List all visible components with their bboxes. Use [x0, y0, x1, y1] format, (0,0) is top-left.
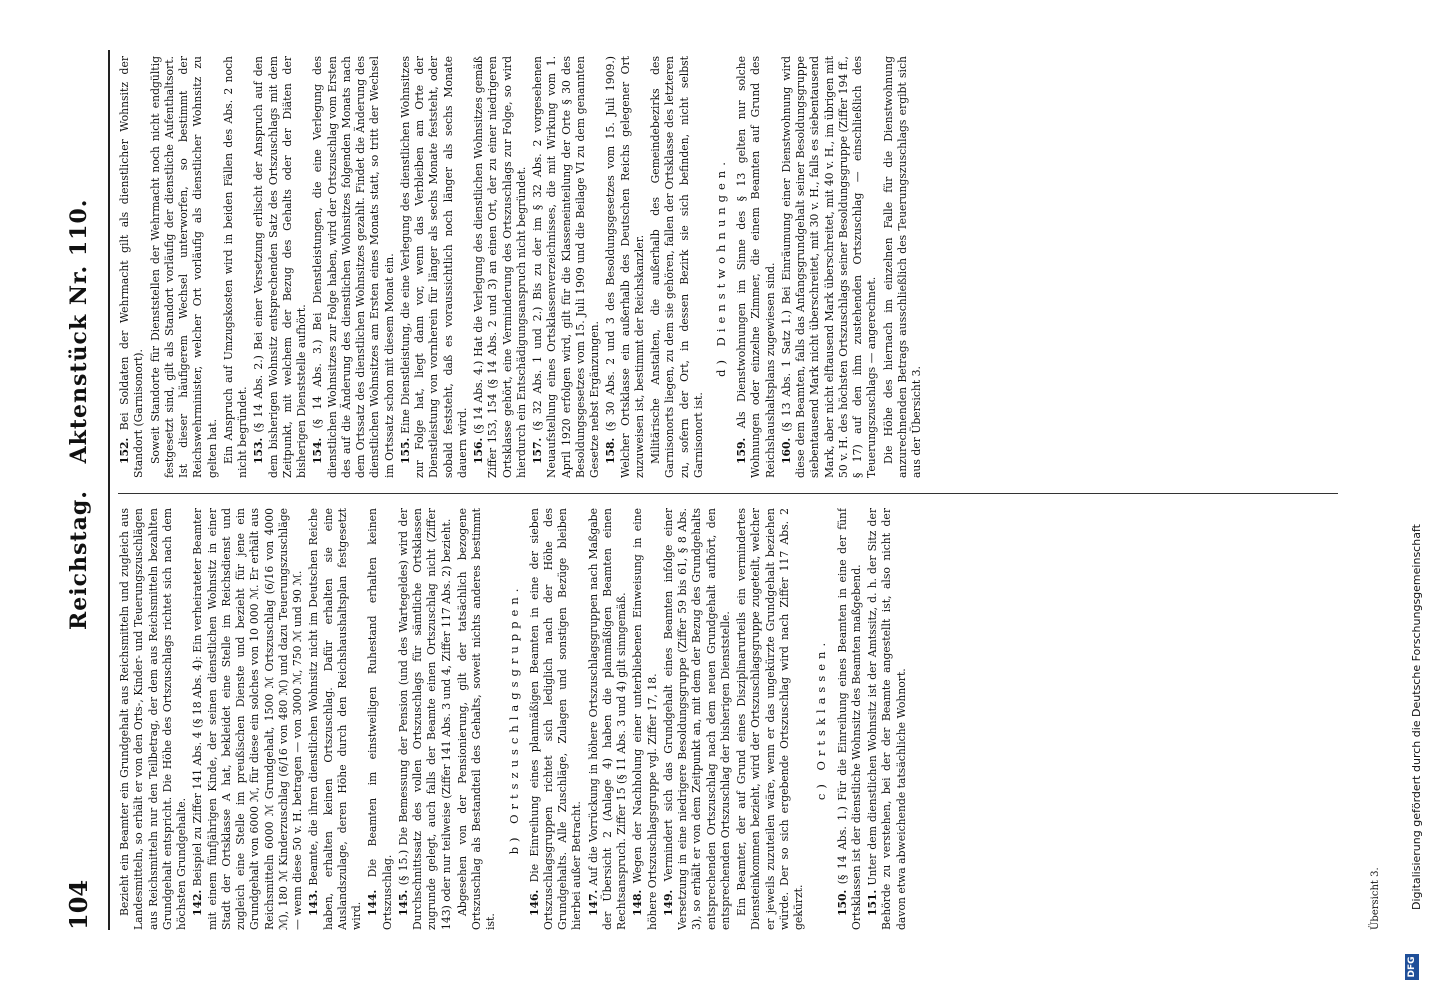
- paragraph-text: Auf die Vorrückung in höhere Ortszuschlagsgruppen nach Maßgabe der Übersicht 2 (Anlage 4) haben die planmäßigen Beamten einen Rechtsanspruch. Ziffer 15 (§ 11 Abs. 3 und 4) gilt sinngemäß.: [586, 508, 629, 930]
- paragraph-number: 142.: [191, 889, 205, 916]
- paragraph: [311, 56, 397, 478]
- paragraph-text: Beamte, die ihren dienstlichen Wohnsitz nicht im Deutschen Reiche haben, erhalten keinen Ortszuschlag. Dafür erhalten sie eine Auslandszulage, deren Höhe durch den Reichshaushaltsplan festgesetzt wird.: [307, 508, 363, 930]
- paragraph: [252, 56, 309, 478]
- paragraph-number: 154.: [311, 437, 325, 464]
- paragraph-text: Abgesehen von der Pensionierung, gilt der tatsächlich bezogene Ortszuschlag als Bestandteil des Gehalts, soweit nichts anderes bestimmt ist.: [455, 508, 498, 930]
- paragraph-text: (§ 32 Abs. 1 und 2.) Bis zu der im § 32 Abs. 2 vorgesehenen Neuaufstellung eines Ortsklassenverzeichnisses, die mit Wirkung vom 1. April 1920 erfolgen wird, gilt für die Klasseneinteilung der Orte § 30 des Besoldungsgesetzes vom 15. Juli 1909 und die Beilage VI zu dem genannten Gesetze nebst Ergänzungen.: [531, 56, 601, 478]
- paragraph: [649, 56, 706, 478]
- paragraph-number: 149.: [661, 889, 675, 916]
- paragraph-text: Die Höhe des hiernach im einzelnen Falle für die Dienstwohnung anzurechnenden Betrags ausschließlich des Teuerungszuschlags ergibt sich aus der Übersicht 3.: [881, 56, 924, 478]
- paragraph: [191, 508, 305, 930]
- paragraph: [399, 56, 470, 478]
- paragraph-text: Ein Beamter, der auf Grund eines Disziplinarurteils ein vermindertes Diensteinkommen bezieht, wird der Ortszuschlagsgruppe zugeteilt, welcher er jeweils zuzuteilen wäre, wenn er das ungekürzte Grundgehalt beziehen würde. Der so sich ergebende Ortszuschlag wird nach Ziffer 117 Abs. 2 gekürzt.: [735, 508, 806, 930]
- paragraph-number: 150.: [835, 889, 849, 916]
- paragraph: [118, 508, 189, 930]
- header-title: [66, 199, 92, 630]
- paragraph-text: Als Dienstwohnungen im Sinne des § 13 gelten nur solche Wohnungen oder einzelne Zimmer, die einem Beamten auf Grund des Reichshaushaltsplans zugewiesen sind.: [735, 56, 777, 478]
- page-number: 104: [64, 879, 93, 930]
- paragraph-number: 151.: [866, 889, 880, 916]
- paragraph-number: 156.: [472, 437, 485, 464]
- paragraph-number: 160.: [779, 437, 793, 464]
- paragraph: [528, 508, 585, 930]
- paragraph-number: 146.: [527, 889, 541, 916]
- paragraph-text: (§ 13 Abs. 1 Satz 1.) Bei Einräumung einer Dienstwohnung wird diese dem Beamten, falls das Anfangsgrundgehalt seiner Besoldungsgruppe siebentausend Mark nicht überschreitet, mit 30 v. H., falls es siebentausend Mark, aber nicht elftausend Mark überschreitet, mit 40 v. H., im übrigen mit 50 v. H. des höchsten Ortszuschlags seiner Besoldungsgruppe (Ziffer 194 ff., § 17) auf den ihm zustehenden Ortszuschlag — einschließlich des Teuerungszuschlags — angerechnet.: [779, 56, 879, 478]
- page-header: [60, 50, 110, 930]
- paragraph-number: 145.: [396, 889, 410, 916]
- header-reichstag: Reichstag.: [66, 490, 92, 630]
- paragraph: [735, 508, 806, 930]
- paragraph-number: 159.: [735, 437, 749, 464]
- paragraph: [866, 508, 909, 930]
- paragraph: [780, 56, 880, 478]
- paragraph-number: 152.: [118, 437, 131, 464]
- paragraph-text: (§ 30 Abs. 2 und 3 des Besoldungsgesetzes vom 15. Juli 1909.) Welcher Ortsklasse ein außerhalb des Deutschen Reichs gelegener Ort zuzuweisen ist, bestimmt der Reichskanzler.: [604, 56, 646, 478]
- paragraph-text: Beispiel zu Ziffer 141 Abs. 4 (§ 18 Abs. 4): Ein verheirateter Beamter mit einem fünfjährigen Kinde, der seinen dienstlichen Wohnsitz in einer Stadt der Ortsklasse A hat, bekleidet eine Stelle im Reichsdienst und zugleich eine Stelle im preußischen Dienste und bezieht für jene ein Grundgehalt von 6000 ℳ, für diese ein solches von 10 000 ℳ. Er erhält aus Reichsmitteln 6000 ℳ Grundgehalt, 1500 ℳ Ortszuschlag (6/16 von 4000 ℳ), 180 ℳ Kinderzuschlag (6/16 von 480 ℳ) und dazu Teuerungszuschläge — wenn diese 50 v. H. betragen — von 3000 ℳ, 750 ℳ und 90 ℳ.: [191, 508, 304, 930]
- paragraph-text: (§ 14 Abs. 4.) Hat die Verlegung des dienstlichen Wohnsitzes gemäß Ziffer 153, 154 (§ 14 Abs. 2 und 3) an einen Ort, der zu einer niedrigeren Ortsklasse gehört, eine Verminderung des Ortszuschlags zur Folge, so wird hierdurch ein Entschädigungsanspruch nicht begründet.: [472, 56, 528, 478]
- paragraph-number: 147.: [586, 889, 600, 916]
- paragraph-text: Ein Anspruch auf Umzugskosten wird in beiden Fällen des Abs. 2 noch nicht begründet.: [221, 56, 249, 478]
- paragraph-text: (§ 14 Abs. 3.) Bei Dienstleistungen, die eine Verlegung des dienstlichen Wohnsitzes zur Folge haben, wird der Ortszuschlag vom Ersten des auf die Änderung des dienstlichen Wohnsitzes folgenden Monats nach dem Ortssatz des dienstlichen Wohnsitzes gezahlt. Findet die Änderung des dienstlichen Wohnsitzes am Ersten eines Monats statt, so tritt der Wechsel im Ortssatz schon mit diesem Monat ein.: [311, 56, 396, 478]
- paragraph: [307, 508, 364, 930]
- paragraph-text: Wegen der Nachholung einer unterbliebenen Einweisung in eine höhere Ortszuschlagsgruppe vgl. Ziffer 17, 18.: [631, 508, 659, 930]
- paragraph: [882, 56, 925, 478]
- left-text-column: [118, 508, 1338, 930]
- paragraph: [397, 508, 454, 930]
- paragraph-text: Bei Soldaten der Wehrmacht gilt als dienstlicher Wohnsitz der Standort (Garnisonort).: [118, 56, 146, 478]
- paragraph-text: Bezieht ein Beamter ein Grundgehalt aus Reichsmitteln und zugleich aus Landesmitteln, so erhält er von den Orts-, Kinder- und Teuerungszuschlägen aus Reichsmitteln nur den Teilbetrag, der dem aus Reichsmitteln bezahlten Grundgehalt entspricht. Die Höhe des Ortszuschlags richtet sich nach dem höchsten Grundgehalte.: [118, 508, 188, 930]
- digitization-credit: Digitalisierung gefördert durch die Deutsche Forschungsgemeinschaft: [1410, 524, 1423, 910]
- paragraph-text: Vermindert sich das Grundgehalt eines Beamten infolge einer Versetzung in eine niedrigere Besoldungsgruppe (Ziffer 59 bis 61, § 8 Abs. 3), so erhält er von dem Zeitpunkt an, mit dem der Bezug des Grundgehalts entsprechenden Ortszuschlag nach dem neuen Grundgehalt aufhört, den entsprechenden Ortszuschlag der bisherigen Dienststelle.: [661, 508, 732, 930]
- paragraph: [472, 56, 529, 478]
- right-text-column: [118, 56, 1338, 478]
- paragraph: [366, 508, 395, 930]
- paragraph-text: Militärische Anstalten, die außerhalb des Gemeindebezirks des Garnisonorts liegen, zu dem sie gehören, fallen der Ortsklasse des letzteren zu, sofern der Ort, in dessen Bezirk sie sich befinden, nicht selbst Garnisonort ist.: [649, 56, 705, 478]
- paragraph-number: 148.: [631, 889, 645, 916]
- section-heading: b) Ortszuschlagsgruppen.: [506, 583, 521, 855]
- paragraph: [662, 508, 733, 930]
- paragraph-text: Die Einreihung eines planmäßigen Beamten in eine der sieben Ortszuschlagsgruppen richtet sich lediglich nach der Höhe des Grundgehalts. Alle Zuschläge, Zulagen und sonstigen Bezüge bleiben hierbei außer Betracht.: [527, 508, 584, 930]
- paragraph: [456, 508, 499, 930]
- paragraph-text: (§ 15.) Die Bemessung der Pension (und des Wartegeldes) wird der Durchschnittssatz des vollen Ortszuschlags für sämtliche Ortsklassen zugrunde gelegt, auch falls der Beamte einen Ortszuschlag nicht (Ziffer 143) oder nur teilweise (Ziffer 141 Abs. 3 und 4, Ziffer 117 Abs. 2) bezieht.: [396, 508, 453, 930]
- paragraph-text: (§ 14 Abs. 1.) Für die Einreihung eines Beamten in eine der fünf Ortsklassen ist der dienstliche Wohnsitz des Beamten maßgebend.: [835, 508, 863, 930]
- paragraph-number: 158.: [604, 437, 618, 464]
- paragraph: [631, 508, 660, 930]
- paragraph: [604, 56, 647, 478]
- paragraph: [118, 56, 147, 478]
- paragraph-text: Eine Dienstleistung, die eine Verlegung des dienstlichen Wohnsitzes zur Folge hat, liegt dann vor, wenn das Verbleiben am Orte der Dienstleistung von vornherein für länger als sechs Monate feststeht, oder sobald feststeht, daß es voraussichtlich noch länger als sechs Monate dauern wird.: [398, 56, 469, 478]
- header-doc-number: Aktenstück Nr. 110.: [66, 198, 92, 464]
- paragraph-text: Die Beamten im einstweiligen Ruhestand erhalten keinen Ortszuschlag.: [366, 508, 394, 930]
- paragraph: [836, 508, 865, 930]
- paragraph-number: 153.: [252, 437, 266, 464]
- paragraph-text: Soweit Standorte für Dienststellen der Wehrmacht noch nicht endgültig festgesetzt sind, gilt als Standort vorläufig der dienstliche Aufenthaltsort. Ist dieser häufigerem Wechsel unterworfen, so bestimmt der Reichswehrminister, welcher Ort vorläufig als dienstlicher Wohnsitz zu gelten hat.: [148, 56, 219, 478]
- section-heading: c) Ortsklassen.: [814, 637, 829, 801]
- column-separator: [118, 493, 1338, 494]
- paragraph: [149, 56, 220, 478]
- paragraph-number: 144.: [366, 889, 380, 916]
- margin-note: Übersicht 3.: [1370, 867, 1381, 930]
- dfg-logo: DFG: [1405, 954, 1419, 980]
- section-heading: d) Dienstwohnungen.: [714, 157, 728, 377]
- paragraph: [531, 56, 602, 478]
- paragraph: [222, 56, 251, 478]
- paragraph-number: 155.: [398, 437, 412, 464]
- paragraph: [587, 508, 630, 930]
- paragraph: [735, 56, 778, 478]
- paragraph-number: 157.: [531, 437, 544, 464]
- paragraph-text: Unter dem dienstlichen Wohnsitz ist der Amtssitz, d. h. der Sitz der Behörde zu verstehen, bei der der Beamte angestellt ist, also nicht der davon etwa abweichende tatsächliche Wohnort.: [866, 508, 908, 930]
- paragraph-number: 143.: [307, 889, 321, 916]
- paragraph-text: (§ 14 Abs. 2.) Bei einer Versetzung erlischt der Anspruch auf den dem bisherigen Wohnsitz entsprechenden Satz des Ortszuschlags mit dem Zeitpunkt, mit welchem der Bezug des Gehalts oder der Diäten der bisherigen Dienststelle aufhört.: [252, 56, 308, 478]
